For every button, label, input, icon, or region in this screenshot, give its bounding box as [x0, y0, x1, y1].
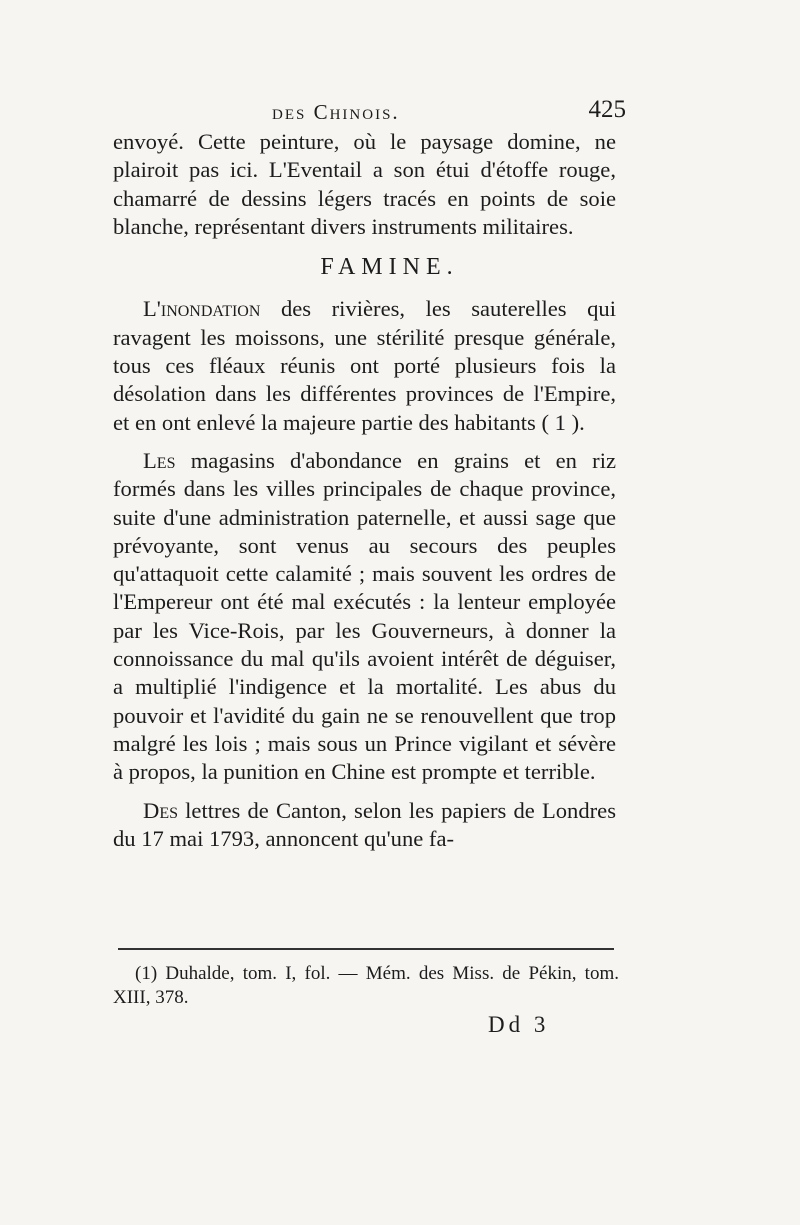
running-title: des Chinois.: [272, 100, 400, 124]
signature-mark: Dd 3: [488, 1012, 550, 1037]
footnote: (1) Duhalde, tom. I, fol. — Mém. des Miss. de Pékin, tom. XIII, 378.: [113, 963, 619, 1008]
main-text: [113, 128, 616, 853]
paragraph-lead-word: Les: [143, 447, 176, 473]
paragraph-body: magasins d'abondance en grains et en riz formés dans les villes principales de chaque province, suite d'une administration paternelle, et aussi sage que prévoyante, sont venus au secours des peuples qu'attaquoit cette calamité ; mais souvent les ordres de l'Empereur ont été mal exécutés : la lenteur employée par les Vice-Rois, par les Gouverneurs, à donner la connoissance du mal qu'ils avoient intérêt de déguiser, a multiplié l'indigence et la mortalité. Les abus du pouvoir et l'avidité du gain ne se renouvellent que trop malgré les lois ; mais sous un Prince vigilant et sévère à propos, la punition en Chine est prompte et terrible.: [113, 447, 616, 785]
paragraph-body: des rivières, les sauterelles qui ravagent les moissons, une stérilité presque générale, tous ces fléaux réunis ont porté plusieurs fois la désolation dans les différentes provinces de l'Empire, et en ont enlevé la majeure partie des habitants ( 1 ).: [113, 296, 616, 435]
footnote-rule: [118, 948, 614, 950]
page-number: 425: [588, 96, 626, 123]
paragraph-continued: envoyé. Cette peinture, où le paysage domine, ne plairoit pas ici. L'Eventail a son étui d'étoffe rouge, chamarré de dessins légers tracés en points de soie blanche, représentant divers instruments militaires.: [113, 129, 616, 239]
section-heading: FAMINE.: [320, 254, 459, 281]
paragraph-lead-word: Des: [143, 797, 178, 823]
paragraph-body: lettres de Canton, selon les papiers de Londres du 17 mai 1793, annoncent qu'une fa-: [113, 797, 616, 851]
paragraph-granaries: [113, 447, 616, 787]
paragraph-canton-letters: [113, 797, 616, 854]
paragraph-flooding: [113, 295, 616, 436]
paragraph-lead-word: L'inondation: [143, 296, 261, 322]
